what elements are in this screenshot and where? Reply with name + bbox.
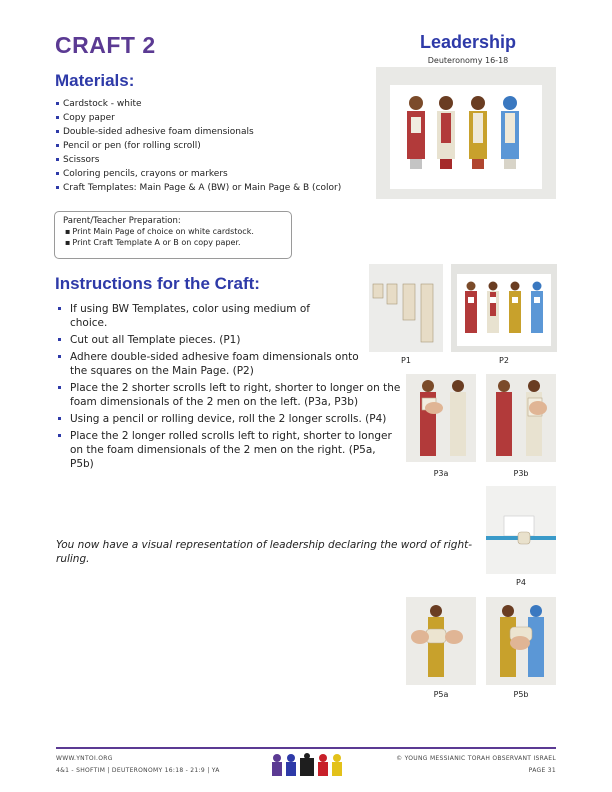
photo-p3a: [406, 374, 476, 462]
caption-p2: P2: [499, 356, 509, 365]
main-page-figures-illustration: [451, 264, 557, 352]
placing-second-scroll-illustration: [486, 374, 556, 462]
caption-p3b: P3b: [513, 469, 529, 478]
list-item: ▪ Print Main Page of choice on white cardstock.: [65, 226, 291, 237]
caption-p3a: P3a: [433, 469, 449, 478]
list-item: Pencil or pen (for rolling scroll): [56, 139, 376, 153]
page-title: CRAFT 2: [55, 32, 156, 58]
footer-course-info: 4&1 - SHOFTIM | DEUTERONOMY 16:18 - 21:9 | YA: [56, 767, 220, 774]
main-craft-photo: [376, 67, 556, 199]
placing-rolled-scroll-illustration: [406, 597, 476, 685]
placing-scroll-illustration: [406, 374, 476, 462]
list-item: Craft Templates: Main Page & A (BW) or Main Page & B (color): [56, 181, 376, 195]
footer-divider: [56, 747, 556, 749]
photo-p4: [486, 486, 556, 574]
instructions-heading: Instructions for the Craft:: [55, 274, 260, 293]
list-item: Place the 2 shorter scrolls left to right, shorter to longer on the foam dimensionals of the 2 men on the left. (P3a, P3b): [56, 381, 401, 409]
topic-title: Leadership: [419, 32, 517, 52]
materials-heading: Materials:: [55, 71, 135, 90]
four-figures-illustration: [376, 67, 556, 199]
preparation-heading: Parent/Teacher Preparation:: [63, 216, 181, 226]
list-item: Scissors: [56, 153, 376, 167]
list-item: Cardstock - white: [56, 97, 376, 111]
photo-p5b: [486, 597, 556, 685]
list-item: Place the 2 longer rolled scrolls left to right, shorter to longer on the foam dimensionals of the 2 men on the right. (P5a, P5b): [56, 429, 401, 471]
footer-page-number: PAGE 31: [528, 767, 556, 774]
caption-p4: P4: [516, 578, 526, 587]
photo-p3b: [486, 374, 556, 462]
list-item: Cut out all Template pieces. (P1): [56, 333, 401, 347]
closing-text: You now have a visual representation of leadership declaring the word of right-ruling.: [56, 539, 473, 565]
list-item: Copy paper: [56, 111, 376, 125]
photo-p5a: [406, 597, 476, 685]
photo-p2: [451, 264, 557, 352]
footer-website: WWW.YNTOI.ORG: [56, 755, 113, 762]
logo-figures-icon: [270, 752, 346, 778]
instructions-list: [56, 302, 401, 474]
rolling-scroll-pencil-illustration: [486, 486, 556, 574]
list-item: ▪ Print Craft Template A or B on copy paper.: [65, 237, 291, 248]
list-item: Using a pencil or rolling device, roll the 2 longer scrolls. (P4): [56, 412, 401, 426]
list-item: Adhere double-sided adhesive foam dimensionals onto the squares on the Main Page. (P2): [56, 350, 360, 378]
caption-p5a: P5a: [433, 690, 449, 699]
list-item: Coloring pencils, crayons or markers: [56, 167, 376, 181]
preparation-box: [54, 211, 292, 259]
ministry-logo: [270, 752, 346, 778]
footer-copyright: © YOUNG MESSIANIC TORAH OBSERVANT ISRAEL: [396, 755, 556, 762]
photo-p1: [369, 264, 443, 352]
caption-p5b: P5b: [513, 690, 529, 699]
list-item: Double-sided adhesive foam dimensionals: [56, 125, 376, 139]
placing-last-scroll-illustration: [486, 597, 556, 685]
topic-reference: Deuteronomy 16-18: [427, 56, 509, 65]
scroll-pieces-illustration: [369, 264, 443, 352]
list-item: If using BW Templates, color using medium of choice.: [56, 302, 340, 330]
materials-list: [56, 97, 376, 195]
caption-p1: P1: [401, 356, 411, 365]
